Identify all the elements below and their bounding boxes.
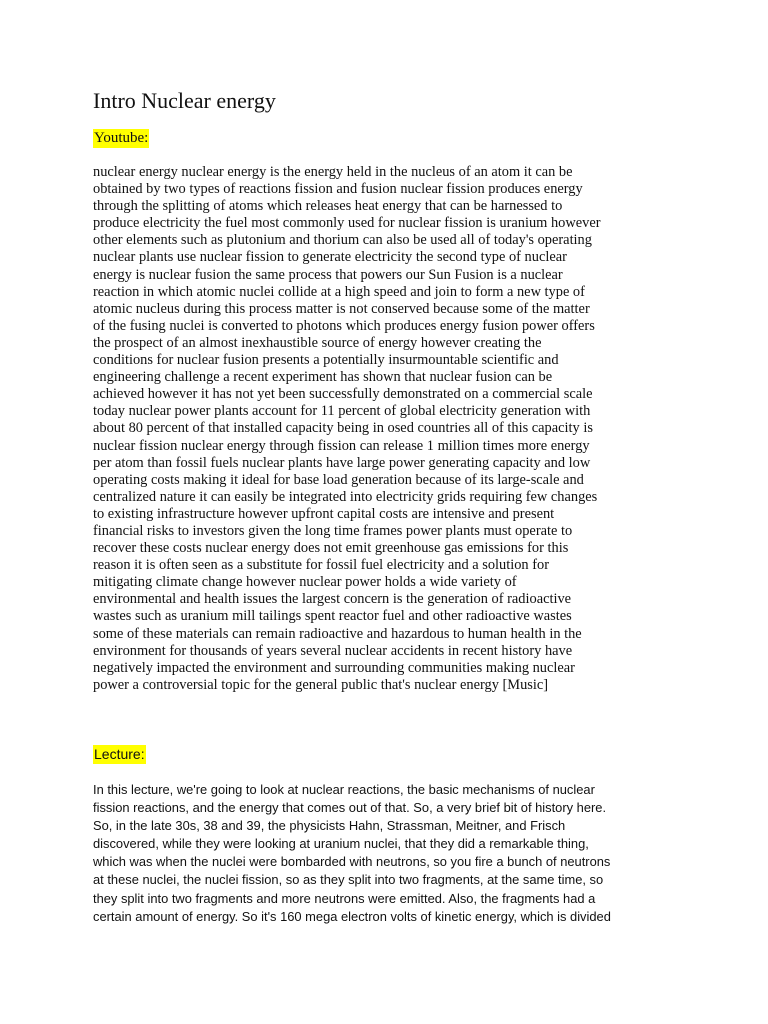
document-title: Intro Nuclear energy: [93, 88, 276, 113]
youtube-heading: Youtube:: [94, 130, 149, 146]
youtube-transcript: nuclear energy nuclear energy is the energy held in the nucleus of an atom it can be obtained by two types of reactions fission and fusion nuclear fission produces energy through the splitting of atoms which releases heat energy that can be harnessed to produce electricity the fuel most commonly used for nuclear fission is uranium however other elements such as plutonium and thorium can also be used all of today's operating nuclear plants use nuclear fission to generate electricity the second type of nuclear energy is nuclear fusion the same process that powers our Sun Fusion is a nuclear reaction in which atomic nuclei collide at a high speed and join to form a new type of atomic nucleus during this process matter is not conserved because some of the matter of the fusing nuclei is converted to photons which produces energy fusion power offers the prospect of an almost inexhaustible source of energy however creating the conditions for nuclear fusion presents a potentially insurmountable scientific and engineering challenge a recent experiment has shown that nuclear fusion can be achieved however it has not yet been successfully demonstrated on a commercial scale today nuclear power plants account for 11 percent of global electricity generation with about 80 percent of that installed capacity being in osed countries all of this capacity is nuclear fission nuclear energy through fission can release 1 million times more energy per atom than fossil fuels nuclear plants have large power generating capacity and low operating costs making it ideal for base load generation because of its large-scale and centralized nature it can easily be integrated into electricity grids requiring few changes to existing infrastructure however upfront capital costs are intensive and present financial risks to investors given the long time frames power plants must operate to recover these costs nuclear energy does not emit greenhouse gas emissions for this reason it is often seen as a substitute for fossil fuel electricity and a solution for mitigating climate change however nuclear power holds a wide variety of environmental and health issues the largest concern is the generation of radioactive wastes such as uranium mill tailings spent reactor fuel and other radioactive wastes some of these materials can remain radioactive and hazardous to human health in the environment for thousands of years several nuclear accidents in recent history have negatively impacted the environment and surrounding communities making nuclear power a controversial topic for the general public that's nuclear energy [Music]: [93, 164, 601, 693]
lecture-heading: Lecture:: [94, 746, 145, 762]
lecture-transcript: In this lecture, we're going to look at nuclear reactions, the basic mechanisms of nuclear fission reactions, and the energy that comes out of that. So, a very brief bit of history here. So, in the late 30s, 38 and 39, the physicists Hahn, Strassman, Meitner, and Frisch discovered, while they were looking at uranium nuclei, that they did a remarkable thing, which was when the nuclei were bombarded with neutrons, so you fire a bunch of neutrons at these nuclei, the nuclei fission, so as they split into two fragments, at the same time, so they split into two fragments and more neutrons were emitted. Also, the fragments had a certain amount of energy. So it's 160 mega electron volts of kinetic energy, which is divided: [93, 782, 611, 924]
